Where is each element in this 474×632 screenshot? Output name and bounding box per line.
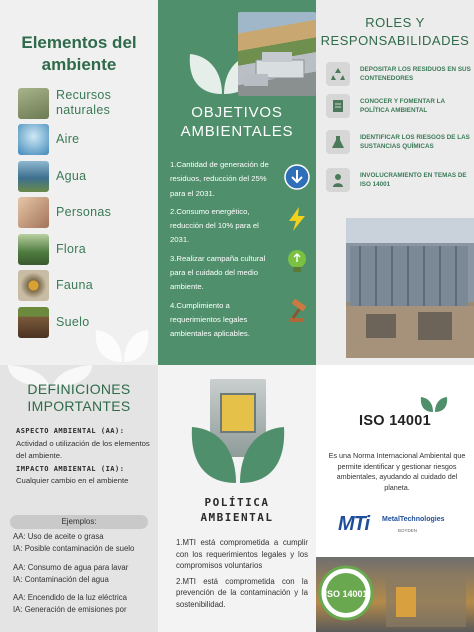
fauna-image [18,270,49,301]
right-column [316,0,474,632]
example-line: AA: Uso de aceite o grasa [13,532,104,541]
element-label: Aire [56,132,80,147]
people-image [18,197,49,228]
iso-title: ISO 14001 [358,413,432,429]
person-icon [326,168,350,192]
examples-label: Ejemplos: [10,515,148,529]
element-item [18,158,154,195]
company-logo [338,511,458,541]
industrial-facility-photo [346,218,474,358]
plant-aerial-photo [238,12,316,96]
element-label: Fauna [56,278,93,293]
aa-definition: Actividad o utilización de los elementos del ambiente. [16,438,150,460]
logo-name: MetalTechnologies [382,516,445,523]
aa-term: ASPECTO AMBIENTAL (AA): [16,427,125,435]
role-text: INVOLUCRAMIENTO EN TEMAS DE ISO 14001 [360,171,467,188]
elements-list [18,85,154,341]
document-icon [326,94,350,118]
definitions-title: DEFINICIONES IMPORTANTES [27,381,131,414]
elements-title: Elementos del ambiente [21,33,137,74]
objective-item: 4.Cumplimiento a requerimientos legales ambientales aplicables. [170,300,250,339]
examples-list [13,531,153,617]
role-text: CONOCER Y FOMENTAR LA POLÍTICA AMBIENTAL [360,97,445,114]
facility-structure-icon [346,218,474,358]
element-label: Flora [56,241,86,256]
role-item [326,94,471,118]
flora-image [18,234,49,265]
element-item [18,122,154,159]
air-image [18,124,49,155]
flask-icon [326,130,350,154]
element-label: Agua [56,168,87,183]
role-item [326,168,471,192]
lightning-icon [284,206,310,232]
objective-item: 2.Consumo energético, reducción del 10% para el 2031. [170,206,259,245]
objective-item: 3.Realizar campaña cultural para el cuidado del medio ambiente. [170,253,266,292]
example-line: IA: Contaminación del agua [13,574,109,584]
natural-resources-image [18,88,49,119]
objectives-list [170,158,275,342]
factory-photo [316,557,474,632]
role-text: IDENTIFICAR LOS RIESGOS DE LAS SUSTANCIAS QUÍMICAS [360,133,470,150]
elements-panel [0,0,158,365]
leaf-icon [420,395,448,413]
ia-definition: Cualquier cambio en el ambiente [16,476,129,485]
role-item [326,62,471,86]
element-item [18,268,154,305]
example-line: IA: Posible contaminación de suelo [13,544,135,554]
policy-item: 1.MTI está comprometida a cumplir con los requerimientos legales y los compromisos voluntarios [176,538,308,570]
leaf-decoration-icon [92,326,152,364]
down-arrow-icon [284,164,310,190]
lightbulb-icon [284,248,310,274]
left-column [0,0,158,632]
element-label: Personas [56,205,112,220]
building-icon [238,12,316,96]
definitions-section [0,365,158,632]
policy-section [158,365,316,632]
iso-section [316,365,474,632]
logo-mark: MTi [338,513,370,535]
iso-description: Es una Norma Internacional Ambiental que permite identificar y gestionar riesgos ambientales, ayudando al cuidado del planeta. [328,451,466,492]
water-image [18,161,49,192]
iso-badge-icon [316,557,474,632]
example-line: AA: Encendido de la luz eléctrica [13,593,127,603]
recycle-icon [326,62,350,86]
policy-list [176,537,308,610]
policy-item: 2.MTI está comprometida con la prevención de la contaminación y la sostenibilidad. [176,576,308,609]
element-item [18,231,154,268]
gavel-icon [284,298,310,324]
role-item [326,130,471,154]
element-item [18,195,154,232]
soil-image [18,307,49,338]
logo-sub: BOYDEN [398,528,418,533]
element-item [18,85,154,122]
objective-item: 1.Cantidad de generación de residuos, reducción del 25% para el 2031. [170,160,269,198]
ia-term: IMPACTO AMBIENTAL (IA): [16,464,125,473]
element-label: Recursos naturales [56,88,112,118]
iso-badge-text: ISO 14001 [324,589,368,599]
policy-title: POLÍTICA AMBIENTAL [200,496,274,524]
definitions-text [16,425,151,488]
example-line: AA: Consumo de agua para lavar [13,562,129,572]
roles-title: ROLES Y RESPONSABILIDADES [320,15,470,48]
example-line: IA: Generación de emisiones por [13,605,127,615]
middle-column [158,0,316,632]
objectives-title: OBJETIVOS AMBIENTALES [180,104,294,140]
leaf-decoration-icon [188,419,288,485]
role-text: DEPOSITAR LOS RESIDUOS EN SUS CONTENEDORES [360,65,471,82]
element-label: Suelo [56,314,90,329]
